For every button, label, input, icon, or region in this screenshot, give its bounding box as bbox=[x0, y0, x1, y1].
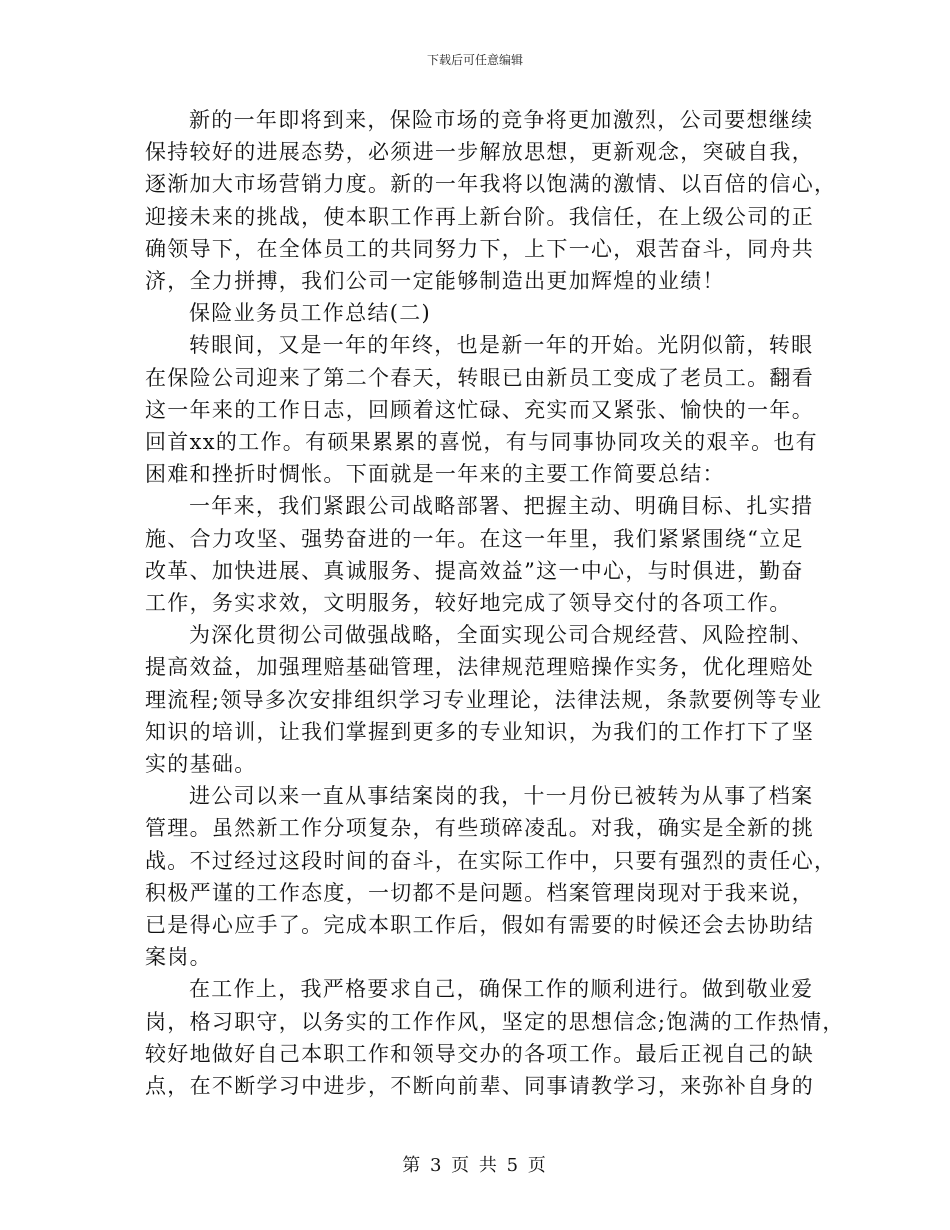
text-line: 改革、加快进展、真诚服务、提高效益”这一中心，与时俱进，勤奋 bbox=[145, 558, 804, 583]
text-line: 战。不过经过这段时间的奋斗，在实际工作中，只要有强烈的责任心， bbox=[145, 848, 837, 873]
text-line: 较好地做好自己本职工作和领导交办的各项工作。最后正视自己的缺 bbox=[145, 1041, 814, 1066]
text-line: 一年来，我们紧跟公司战略部署、把握主动、明确目标、扎实措 bbox=[189, 494, 814, 519]
text-line: 回首xx的工作。有硕果累累的喜悦，有与同事协同攻关的艰辛。也有 bbox=[145, 430, 818, 455]
paragraph-outlook bbox=[145, 104, 837, 297]
paragraph-training bbox=[145, 619, 823, 780]
text-line: 实的基础。 bbox=[145, 752, 257, 777]
text-line: 新的一年即将到来，保险市场的竞争将更加激烈，公司要想继续 bbox=[189, 108, 814, 132]
text-line: 已是得心应手了。完成本职工作后，假如有需要的时候还会去协助结 bbox=[145, 913, 814, 938]
text-line: 确领导下，在全体员工的共同努力下，上下一心，艰苦奋斗，同舟共 bbox=[145, 236, 814, 261]
text-line: 为深化贯彻公司做强战略，全面实现公司合规经营、风险控制、 bbox=[189, 623, 814, 648]
section-heading bbox=[145, 297, 809, 329]
text-line: 管理。虽然新工作分项复杂，有些琐碎凌乱。对我，确实是全新的挑 bbox=[145, 816, 814, 841]
text-line: 转眼间，又是一年的年终，也是新一年的开始。光阴似箭，转眼 bbox=[189, 333, 814, 358]
text-line: 这一年来的工作日志，回顾着这忙碌、充实而又紧张、愉快的一年。 bbox=[145, 397, 814, 422]
page-number-footer: 第 3 页 共 5 页 bbox=[402, 1155, 548, 1176]
text-line: 困难和挫折时惆怅。下面就是一年来的主要工作简要总结： bbox=[145, 462, 725, 487]
text-line: 济，全力拼搏，我们公司一定能够制造出更加辉煌的业绩！ bbox=[145, 269, 725, 294]
page-header: 下载后可任意编辑 bbox=[426, 53, 523, 67]
paragraph-strategy bbox=[145, 490, 814, 619]
text-line: 岗，格习职守，以务实的工作作风，坚定的思想信念;饱满的工作热情， bbox=[145, 1009, 845, 1034]
section-title: 保险业务员工作总结(二) bbox=[189, 301, 431, 326]
text-line: 逐渐加大市场营销力度。新的一年我将以饱满的激情、以百倍的信心， bbox=[145, 172, 837, 197]
text-line: 工作，务实求效，文明服务，较好地完成了领导交付的各项工作。 bbox=[145, 591, 792, 616]
text-line: 迎接未来的挑战，使本职工作再上新台阶。我信任，在上级公司的正 bbox=[145, 204, 814, 229]
text-line: 进公司以来一直从事结案岗的我，十一月份已被转为从事了档案 bbox=[189, 784, 814, 809]
paragraph-intro bbox=[145, 329, 818, 490]
paragraph-archive-role bbox=[145, 780, 837, 973]
text-line: 点，在不断学习中进步，不断向前辈、同事请教学习，来弥补自身的 bbox=[145, 1074, 814, 1099]
paragraph-attitude bbox=[145, 973, 845, 1102]
text-line: 案岗。 bbox=[145, 945, 212, 970]
text-line: 在保险公司迎来了第二个春天，转眼已由新员工变成了老员工。翻看 bbox=[145, 365, 814, 390]
text-line: 施、合力攻坚、强势奋进的一年。在这一年里，我们紧紧围绕“立足 bbox=[145, 526, 804, 551]
text-line: 在工作上，我严格要求自己，确保工作的顺利进行。做到敬业爱 bbox=[189, 977, 814, 1002]
text-line: 提高效益，加强理赔基础管理，法律规范理赔操作实务，优化理赔处 bbox=[145, 655, 814, 680]
text-line: 知识的培训，让我们掌握到更多的专业知识，为我们的工作打下了坚 bbox=[145, 719, 814, 744]
text-line: 理流程;领导多次安排组织学习专业理论，法律法规，条款要例等专业 bbox=[145, 687, 823, 712]
text-line: 积极严谨的工作态度，一切都不是问题。档案管理岗现对于我来说， bbox=[145, 880, 814, 905]
text-line: 保持较好的进展态势，必须进一步解放思想，更新观念，突破自我， bbox=[145, 140, 814, 165]
document-body bbox=[145, 104, 845, 1102]
